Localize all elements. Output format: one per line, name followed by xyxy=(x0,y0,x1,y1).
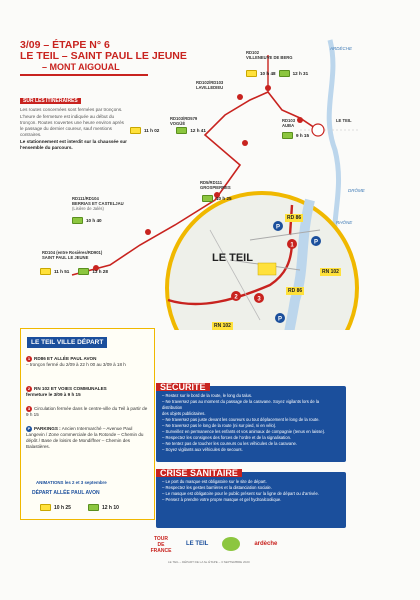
car-icon xyxy=(40,504,51,511)
title-line-1: 3/09 – ÉTAPE N° 6 xyxy=(20,39,110,51)
chip-villeneuve: 10 h 48 12 h 31 xyxy=(246,70,308,77)
parking-warning: Le stationnement est interdit sur la chaussée sur l'ensemble du parcours. xyxy=(20,138,127,151)
svg-text:3: 3 xyxy=(257,296,261,303)
chip-saint-paul: 11 h 51 13 h 28 xyxy=(40,268,108,275)
ardeche-label: ARDÈCHE xyxy=(330,46,353,51)
securite-line: des objets publicitaires. xyxy=(162,411,206,416)
rd86-bottom-label: RD 86 xyxy=(288,288,303,294)
svg-text:P: P xyxy=(275,224,281,231)
animations-note: ANIMATIONS les 2 et 3 septembre xyxy=(36,480,107,485)
bike-icon xyxy=(202,195,213,202)
rn102-left-label: RN 102 xyxy=(214,323,231,329)
depart-header: LE TEIL VILLE DÉPART xyxy=(27,337,107,348)
securite-line: – Soyez vigilants aux véhicules de secours. xyxy=(162,447,243,452)
number-2-icon: 2 xyxy=(27,386,31,391)
chip-vogue: 11 h 02 12 h 41 xyxy=(130,127,206,134)
zoom-circle xyxy=(167,193,357,330)
bike-icon xyxy=(72,217,83,224)
depart-item-1: 1 RD86 ET ALLÉE PAUL AVON – tronçon fermé du 2/09 à 22 h 00 au 3/09 à 18 h xyxy=(26,356,126,367)
securite-line: – Respectez les consignes des forces de l'ordre et de la signalisation. xyxy=(162,435,292,440)
waypoint-dot xyxy=(297,117,303,123)
car-icon xyxy=(130,127,141,134)
crise-title: CRISE SANITAIRE xyxy=(156,469,242,477)
waypoint-berrias: RD111/RD104 BERRIAS ET CASTELJAU (Lisière de Jalès) xyxy=(72,196,124,211)
le-teil-marker xyxy=(312,124,324,136)
svg-text:P: P xyxy=(313,239,319,246)
zoom-town-label: LE TEIL xyxy=(212,252,253,264)
bike-icon xyxy=(88,504,99,511)
waypoint-villeneuve: RD102 VILLENEUVE DE BERG xyxy=(246,50,293,60)
waypoint-dot xyxy=(242,140,248,146)
chip-grospierres: 10 h 25 xyxy=(202,195,232,202)
number-1-icon: 1 xyxy=(27,356,31,361)
rhone-label: RHÔNE xyxy=(336,220,353,225)
bike-icon xyxy=(78,268,89,275)
securite-line: – Ne tentez pas de toucher les coureurs ou les véhicules de la caravane. xyxy=(162,441,298,446)
tour-de-france-logo: TOUR DE FRANCE xyxy=(150,536,172,554)
depart-zone xyxy=(258,263,276,275)
svg-text:2: 2 xyxy=(234,294,238,301)
crise-box xyxy=(156,468,346,528)
ardeche-logo: ardèche xyxy=(254,541,278,547)
waypoint-dot xyxy=(265,85,271,91)
le-teil-small: LE TEIL xyxy=(336,118,352,123)
waypoint-aubas: RD103 AUBA xyxy=(282,118,296,128)
title-line-2: LE TEIL – SAINT PAUL LE JEUNE xyxy=(20,50,187,62)
depart-times: 10 h 25 12 h 10 xyxy=(40,504,119,511)
securite-line: – Ne traversez pas juste devant les coureurs ou tout déplacement le long de la route. xyxy=(162,417,320,422)
securite-title: SÉCURITÉ xyxy=(156,383,210,391)
footer-text: LE TEIL – DÉPART DE LA 6e ÉTAPE – 3 SEPTEMBRE 2020 xyxy=(168,560,250,564)
le-teil-logo: LE TEIL xyxy=(186,541,209,547)
car-icon xyxy=(246,70,257,77)
waypoint-saint-paul: RD104 (entre Rosières/RD901) SAINT PAUL LE JEUNE xyxy=(42,250,103,260)
depart-item-3: 3 Circulation fermée dans le centre-ville du Teil à partir de 9 h 15 xyxy=(26,406,148,417)
waypoint-vogue: RD103/RD579 VOGÜÉ xyxy=(170,116,198,126)
crise-line: – Le masque est obligatoire pour le public présent sur la ligne de départ ou d'arrivée. xyxy=(162,491,319,496)
securite-line: – Ne traversez pas le long de la route (ni sur pied, ni en vélo). xyxy=(162,423,277,428)
chip-aubas: 9 h 15 xyxy=(282,132,309,139)
depart-item-2: 2 RN 102 ET VOIES COMMUNALES fermeture le 3/09 à 9 h 15 xyxy=(26,386,107,397)
rd86-top-label: RD 86 xyxy=(287,215,302,221)
itinerary-header: SUR LES ITINÉRAIRES xyxy=(20,98,81,104)
securite-box xyxy=(156,382,346,462)
parking-icon: P xyxy=(27,426,31,431)
svg-text:P: P xyxy=(277,316,283,323)
partner-logos xyxy=(150,536,277,552)
drome-label: DRÔME xyxy=(348,188,365,193)
car-icon xyxy=(40,268,51,275)
waypoint-grospierres: RD5/RD111 GROSPIERRES xyxy=(200,180,231,190)
crise-line: – Respectez les gestes barrières et la distanciation sociale. xyxy=(162,485,272,490)
crise-line: – Pensez à prendre votre propre masque et gel hydroalcoolique. xyxy=(162,497,282,502)
bike-icon xyxy=(279,70,290,77)
svg-text:1: 1 xyxy=(290,242,294,249)
securite-line: – Surveillez en permanence les enfants et vos animaux de compagnie (tenus en laisse). xyxy=(162,429,326,434)
title-line-3: – MONT AIGOUAL xyxy=(42,62,120,72)
waypoint-dot xyxy=(237,94,243,100)
depart-line: DÉPART ALLÉE PAUL AVON xyxy=(32,490,100,496)
crise-line: – Le port du masque est obligatoire sur le site de départ. xyxy=(162,479,267,484)
securite-line: – Restez sur le bord de la route, le long du talus. xyxy=(162,393,253,398)
depart-item-parking: P PARKINGS : Ancien Intermarché – Avenue Paul Langevin / Zone commerciale de la Rotonde – Chemin du dépôt / Base de loisirs de Mondiffner – Chemin des Balastières. xyxy=(26,426,144,449)
waypoint-dot xyxy=(145,229,151,235)
securite-line: – Ne traversez pas au moment du passage de la caravane. Soyez vigilants lors de la distribution xyxy=(162,399,320,410)
waypoint-lavilledieu: RD102/RD103 LAVILLEDIEU xyxy=(196,80,224,90)
bike-icon xyxy=(176,127,187,134)
chip-berrias: 10 h 40 xyxy=(72,217,102,224)
rn102-right-label: RN 102 xyxy=(322,269,339,275)
number-3-icon: 3 xyxy=(27,406,31,411)
green-emblem-logo xyxy=(222,537,240,551)
itinerary-text: Les routes concernées sont fermées par tronçons. L'heure de fermeture est indiquée au début du tronçon. Routes rouvertes une heure environ après le passage du dernier coureur, sauf mentions contraires. xyxy=(20,107,124,138)
bike-icon xyxy=(282,132,293,139)
